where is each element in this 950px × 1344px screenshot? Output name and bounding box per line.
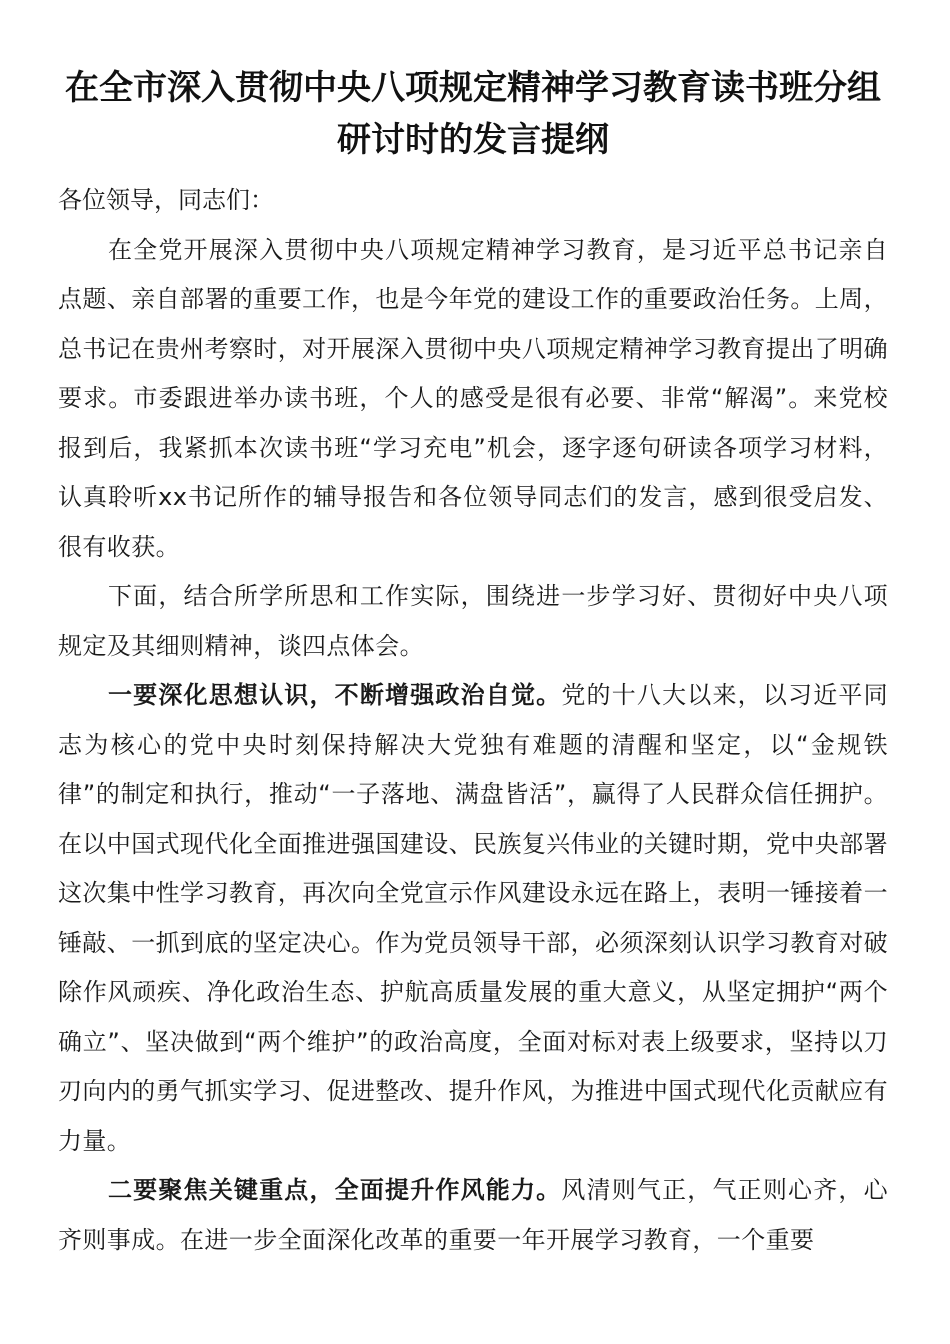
paragraph-body: 风清则气正，气正则心齐，心齐则事成。在进一步全面深化改革的重要一年开展学习教育，一个重要	[58, 1176, 888, 1254]
paragraph-body: 在全党开展深入贯彻中央八项规定精神学习教育，是习近平总书记亲自点题、亲自部署的重要工作，也是今年党的建设工作的重要政治任务。上周，总书记在贵州考察时，对开展深入贯彻中央八项规定精神学习教育提出了明确要求。市委跟进举办读书班，个人的感受是很有必要、非常“解渴”。来党校报到后，我紧抓本次读书班“学习充电”机会，逐字逐句研读各项学习材料，认真聆听xx书记所作的辅导报告和各位领导同志们的发言，感到很受启发、很有收获。	[58, 235, 888, 561]
paragraph-lead-heading: 二要聚焦关键重点，全面提升作风能力。	[108, 1176, 562, 1204]
salutation: 各位领导，同志们：	[58, 186, 274, 214]
paragraph-body: 下面，结合所学所思和工作实际，围绕进一步学习好、贯彻好中央八项规定及其细则精神，谈四点体会。	[58, 582, 888, 660]
paragraph-point-two	[58, 1166, 888, 1265]
paragraph-point-one	[58, 671, 888, 1166]
paragraph-body: 党的十八大以来，以习近平同志为核心的党中央时刻保持解决大党独有难题的清醒和坚定，以“金规铁律”的制定和执行，推动“一子落地、满盘皆活”，赢得了人民群众信任拥护。在以中国式现代化全面推进强国建设、民族复兴伟业的关键时期，党中央部署这次集中性学习教育，再次向全党宣示作风建设永远在路上，表明一锤接着一锤敲、一抓到底的坚定决心。作为党员领导干部，必须深刻认识学习教育对破除作风顽疾、净化政治生态、护航高质量发展的重大意义，从坚定拥护“两个确立”、坚决做到“两个维护”的政治高度，全面对标对表上级要求，坚持以刀刃向内的勇气抓实学习、促进整改、提升作风，为推进中国式现代化贡献应有力量。	[58, 681, 888, 1155]
document-title: 在全市深入贯彻中央八项规定精神学习教育读书班分组研讨时的发言提纲	[65, 68, 881, 160]
paragraph-intro	[58, 226, 888, 573]
paragraph-outline	[58, 572, 888, 671]
paragraph-lead-heading: 一要深化思想认识，不断增强政治自觉。	[108, 681, 562, 709]
